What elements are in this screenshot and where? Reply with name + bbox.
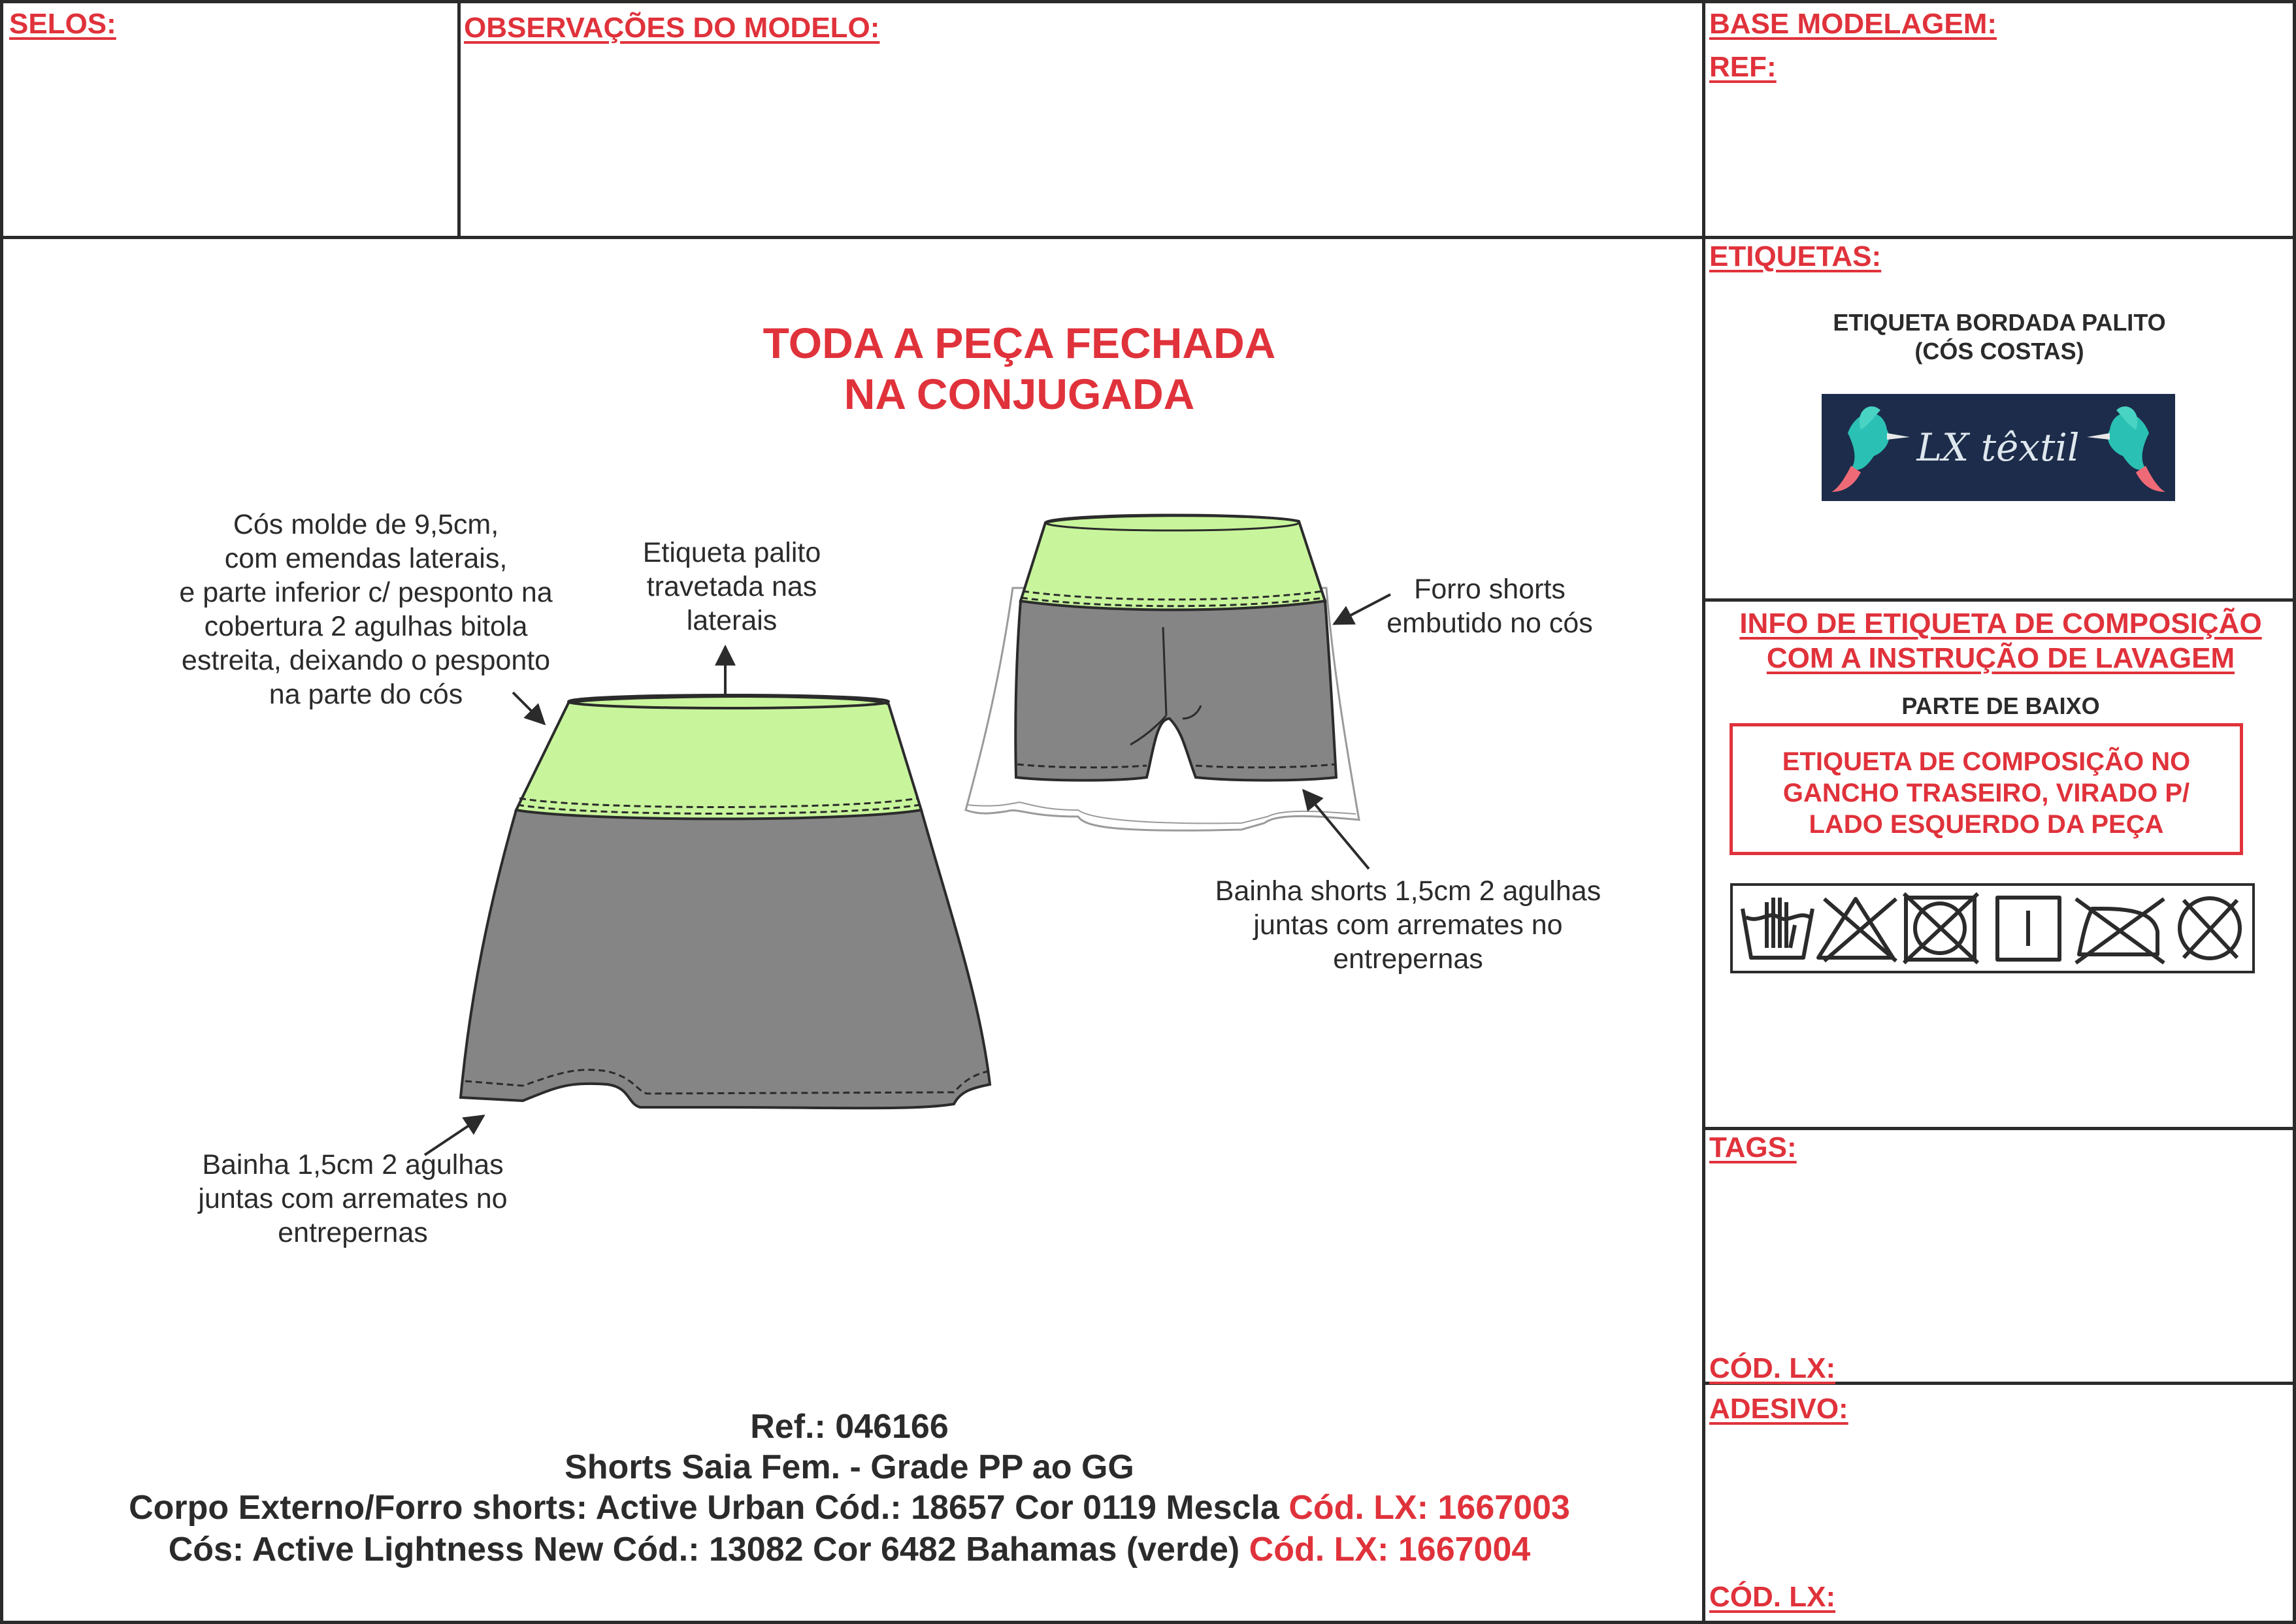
parte-de-baixo-label: PARTE DE BAIXO bbox=[1901, 692, 2100, 719]
no-iron-icon bbox=[2076, 899, 2164, 963]
base-modelagem-label: BASE MODELAGEM: bbox=[1709, 8, 1997, 40]
main-title-line-1: TODA A PEÇA FECHADA bbox=[763, 319, 1276, 367]
skirt-body bbox=[461, 810, 990, 1108]
composicao-line-2: GANCHO TRASEIRO, VIRADO P/ bbox=[1782, 779, 2190, 807]
tags-box bbox=[1702, 1127, 2296, 1385]
note-cos-line: estreita, deixando o pesponto bbox=[181, 645, 551, 676]
waistband bbox=[516, 696, 921, 819]
note-cos-line: na parte do cós bbox=[269, 679, 463, 710]
composicao-line-3: LADO ESQUERDO DA PEÇA bbox=[1809, 810, 2164, 839]
composicao-line-1: ETIQUETA DE COMPOSIÇÃO NO bbox=[1782, 747, 2191, 776]
no-dry-clean-icon bbox=[2180, 898, 2240, 958]
no-bleach-icon bbox=[1818, 899, 1896, 961]
etiqueta-line-1: ETIQUETA BORDADA PALITO bbox=[1833, 309, 2166, 336]
main-title-line-2: NA CONJUGADA bbox=[844, 370, 1195, 418]
note-etiqueta-line: laterais bbox=[686, 605, 778, 636]
composicao-box bbox=[1702, 598, 2296, 1130]
note-bainha-shorts-line: entrepernas bbox=[1333, 943, 1483, 975]
cod-lx-label-1: CÓD. LX: bbox=[1709, 1352, 1836, 1384]
line-dry-icon bbox=[1997, 898, 2059, 960]
note-cos-line: com emendas laterais, bbox=[224, 543, 508, 574]
no-tumble-dry-icon bbox=[1904, 894, 1978, 963]
note-bainha-line: Bainha 1,5cm 2 agulhas bbox=[202, 1149, 504, 1180]
note-bainha-line: juntas com arremates no bbox=[198, 1183, 508, 1214]
composicao-instruction-box bbox=[1730, 723, 2243, 855]
note-forro-line: Forro shorts bbox=[1414, 574, 1566, 605]
adesivo-label: ADESIVO: bbox=[1709, 1393, 1848, 1425]
skirt-front-drawing bbox=[461, 695, 990, 1108]
note-etiqueta bbox=[601, 536, 862, 638]
note-cos-line: Cós molde de 9,5cm, bbox=[233, 509, 499, 540]
footer-product: Shorts Saia Fem. - Grade PP ao GG bbox=[565, 1448, 1134, 1486]
etiqueta-bordada-text bbox=[1705, 308, 2293, 366]
etiqueta-line-2: (CÓS COSTAS) bbox=[1914, 338, 2084, 365]
observacoes-label: OBSERVAÇÕES DO MODELO: bbox=[464, 12, 880, 44]
selos-label: SELOS: bbox=[9, 8, 116, 40]
note-bainha-line: entrepernas bbox=[278, 1217, 428, 1248]
note-bainha-shorts-line: Bainha shorts 1,5cm 2 agulhas bbox=[1215, 875, 1601, 907]
info-composicao-title-2: COM A INSTRUÇÃO DE LAVAGEM bbox=[1766, 642, 2235, 674]
etiquetas-label: ETIQUETAS: bbox=[1709, 240, 1882, 272]
logo-wordmark: LX têxtil bbox=[1916, 425, 2080, 470]
note-forro-line: embutido no cós bbox=[1386, 608, 1593, 639]
hand-wash-icon bbox=[1743, 898, 1812, 958]
care-symbols bbox=[1733, 886, 2252, 971]
footer-fabric-waistband bbox=[0, 1530, 1699, 1569]
cod-lx-label-2: CÓD. LX: bbox=[1709, 1581, 1836, 1613]
note-forro bbox=[1359, 572, 1620, 640]
lx-textil-logo bbox=[1822, 394, 2175, 501]
note-etiqueta-line: travetada nas bbox=[646, 571, 817, 602]
fabric-body-desc: Corpo Externo/Forro shorts: Active Urban Cód.: 18657 Cor 0119 Mescla bbox=[129, 1489, 1289, 1527]
note-bainha-shorts bbox=[1176, 874, 1640, 976]
note-cos-line: cobertura 2 agulhas bitola bbox=[204, 611, 528, 642]
info-composicao-title-1: INFO DE ETIQUETA DE COMPOSIÇÃO bbox=[1739, 608, 2262, 640]
care-symbols-box bbox=[1730, 883, 2255, 973]
tags-label: TAGS: bbox=[1709, 1131, 1797, 1163]
note-etiqueta-line: Etiqueta palito bbox=[642, 537, 821, 568]
footer-ref: Ref.: 046166 bbox=[750, 1408, 949, 1446]
note-cos bbox=[131, 508, 601, 711]
note-bainha bbox=[150, 1148, 555, 1250]
fabric-waistband-code: Cód. LX: 1667004 bbox=[1249, 1531, 1531, 1568]
note-cos-line: e parte inferior c/ pesponto na bbox=[179, 577, 553, 608]
hummingbird-logo-icon bbox=[1822, 394, 2175, 501]
footer-fabric-body bbox=[0, 1488, 1699, 1527]
note-bainha-shorts-line: juntas com arremates no bbox=[1253, 909, 1563, 941]
fabric-body-code: Cód. LX: 1667003 bbox=[1288, 1489, 1570, 1527]
shorts-lining-drawing bbox=[966, 515, 1359, 830]
ref-label: REF: bbox=[1709, 51, 1777, 83]
fabric-waistband-desc: Cós: Active Lightness New Cód.: 13082 Cor 6482 Bahamas (verde) bbox=[168, 1531, 1249, 1568]
